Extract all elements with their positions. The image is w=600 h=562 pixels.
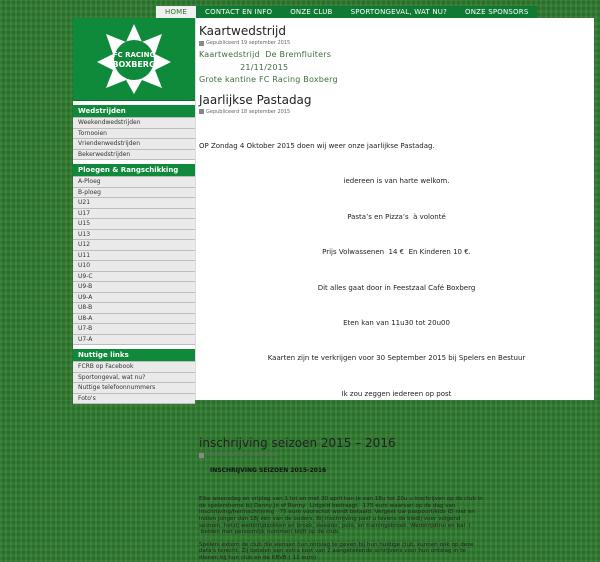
post-line: Grote kantine FC Racing Boxberg	[199, 75, 338, 84]
sidebar-item-u8-a[interactable]: U8-A	[73, 314, 195, 325]
sidebar	[73, 18, 196, 400]
logo-star-icon	[95, 22, 173, 96]
sidebar-item-u11[interactable]: U11	[73, 251, 195, 262]
post-meta	[199, 109, 594, 115]
post-meta	[199, 452, 594, 458]
sidebar-item-u9-c[interactable]: U9-C	[73, 272, 195, 283]
wedstrijden-list	[73, 117, 195, 160]
ploegen-list	[73, 176, 195, 345]
sidebar-item-u8-b[interactable]: U8-B	[73, 303, 195, 314]
sidebar-item-fotos[interactable]: Foto's	[73, 394, 195, 405]
sidebar-item-u7-b[interactable]: U7-B	[73, 324, 195, 335]
widget-title-wedstrijden: Wedstrijden	[73, 105, 195, 117]
post-line: Pasta’s en Pizza’s à volonté	[347, 212, 446, 221]
post-pastadag	[199, 93, 594, 425]
post-heading: INSCHRIJVING SEIZOEN 2015-2016	[210, 467, 327, 475]
main-content	[199, 18, 594, 561]
post-title[interactable]: Jaarlijkse Pastadag	[199, 92, 312, 107]
sidebar-item-u9-a[interactable]: U9-A	[73, 293, 195, 304]
post-body	[199, 118, 594, 425]
nav-sportongeval[interactable]: SPORTONGEVAL, WAT NU?	[350, 8, 447, 16]
nav-contact[interactable]: CONTACT EN INFO	[205, 8, 273, 16]
nav-sponsors[interactable]: ONZE SPONSORS	[465, 8, 529, 16]
sidebar-item-u10[interactable]: U10	[73, 261, 195, 272]
sidebar-item-tornooien[interactable]: Tornooien	[73, 129, 195, 140]
post-line: Ik zou zeggen iedereen op post	[341, 389, 452, 398]
post-title[interactable]: inschrijving seizoen 2015 – 2016	[199, 436, 396, 451]
logo-text-1: FC RACING	[112, 51, 156, 59]
club-logo[interactable]	[73, 18, 195, 101]
post-line: 21/11/2015	[199, 62, 289, 72]
post-line: Eten kan van 11u30 tot 20u00	[343, 319, 450, 328]
post-line: iedereen is van harte welkom.	[343, 177, 450, 186]
post-line: Kaartwedstrijd De Bremfluiters	[199, 50, 332, 59]
post-inschrijving	[199, 436, 594, 561]
sidebar-item-u12[interactable]: U12	[73, 240, 195, 251]
calendar-icon	[199, 41, 204, 46]
post-date: Gepubliceerd 19 september 2015	[206, 40, 291, 46]
post-title[interactable]: Kaartwedstrijd	[199, 24, 286, 38]
sidebar-item-a-ploeg[interactable]: A-Ploeg	[73, 177, 195, 188]
post-kaartwedstrijd	[199, 24, 594, 87]
post-date: Gepubliceerd 29 maart 2015	[206, 452, 279, 459]
sidebar-item-b-ploeg[interactable]: B-ploeg	[73, 188, 195, 199]
calendar-icon	[199, 453, 204, 458]
post-paragraph: Elke woensdag en vrijdag van 1 tot en met 30 april kan je van 18u tot 20u u inschrijven op de club in de spelershome bij Danny,Jo of Ronny. Lidgeld bedraagt 175 euro waarvan op de dag van inschrijving/herinschrijving 75 euro voorschot wordt betaald. Vergeet uw paspoort/kids ID niet en indien jonger dan 18j één van de ouders. Bij inschrijving past u tevens de kledij voor volgend seizoen, hetzij wedstrijdsokken en broek, sweater, polo, en trainingsbroek. Wedstrijdtrui en bal ( beiden met persoonlijk nummer) blijft op de club.	[199, 496, 483, 536]
sidebar-item-u9-b[interactable]: U9-B	[73, 282, 195, 293]
top-navigation	[156, 6, 537, 18]
post-line: Kaarten zijn te verkrijgen voor 30 September 2015 bij Spelers en Bestuur	[267, 354, 526, 363]
post-line: Prijs Volwassenen 14 € En Kinderen 10 €.	[322, 248, 471, 257]
sidebar-item-telefoonnummers[interactable]: Nuttige telefoonnummers	[73, 383, 195, 394]
logo-text-2: BOXBERG	[112, 60, 156, 69]
widget-title-links: Nuttige links	[73, 349, 195, 361]
post-date: Gepubliceerd 18 september 2015	[206, 108, 291, 115]
sidebar-item-u15[interactable]: U15	[73, 219, 195, 230]
page-container	[73, 18, 594, 561]
links-list	[73, 361, 195, 404]
sidebar-item-u7-a[interactable]: U7-A	[73, 335, 195, 346]
sidebar-item-sportongeval[interactable]: Sportongeval, wat nu?	[73, 373, 195, 384]
sidebar-item-u17[interactable]: U17	[73, 209, 195, 220]
post-paragraph: Spelers extern de club die wensen hun ontslag te geven bij hun huidige club, kunnen ook op deze data's terecht. Zij betalen een extra kost van 2 aangetekende schrijvens voor hun ontslag in te dienen bij hun club en de KBVB ( 12 euro)	[199, 541, 474, 561]
nav-home[interactable]: HOME	[156, 6, 196, 18]
sidebar-item-vriendenwedstrijden[interactable]: Vriendenwedstrijden	[73, 139, 195, 150]
sidebar-item-u21[interactable]: U21	[73, 198, 195, 209]
nav-onze-club[interactable]: ONZE CLUB	[290, 8, 333, 16]
sidebar-item-facebook[interactable]: FCRB op Facebook	[73, 362, 195, 373]
sidebar-item-bekerwedstrijden[interactable]: Bekerwedstrijden	[73, 150, 195, 161]
sidebar-item-u13[interactable]: U13	[73, 230, 195, 241]
calendar-icon	[199, 109, 204, 114]
post-meta	[199, 40, 594, 46]
widget-title-ploegen: Ploegen & Rangschikking	[73, 164, 195, 176]
sidebar-item-weekendwedstrijden[interactable]: Weekendwedstrijden	[73, 118, 195, 129]
post-line: Dit alles gaat door in Feestzaal Café Boxberg	[317, 283, 476, 292]
post-line: OP Zondag 4 Oktober 2015 doen wij weer onze jaarlijkse Pastadag.	[199, 142, 435, 151]
